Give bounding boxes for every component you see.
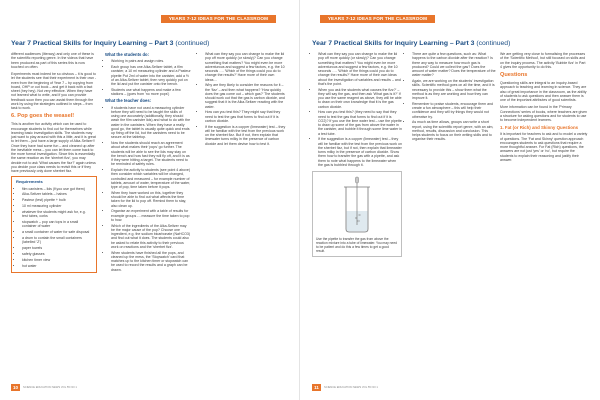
list-item: • safety glasses — [22, 252, 92, 256]
list-item: • Pasteur (test) pipette + bulb — [22, 198, 92, 202]
experiment-diagram-box — [312, 171, 402, 257]
right-page — [300, 0, 600, 400]
diagram-caption: Use the pipette to transfer the gas from above the reaction mixture into a tube of limewater. You may need to be patient and do this a few times to get a good result. — [316, 237, 398, 253]
list-item: • Working in pairs and assign roles. — [111, 59, 191, 63]
list-item: • Remember to praise students, encourage them and create a fun atmosphere – this will help their confidence and they will try things they would not otherwise try. — [412, 102, 496, 119]
page-title-cont: (continued) — [175, 40, 210, 47]
list-item: • Again, we are working on the students' investigation skills. Scientific method goes on all the time, and it is necessary to provide this – show them what the method is as they are working and how they can improve it. — [412, 79, 496, 100]
list-item: • What can they say you can change to make the lid pop off more quickly (or slowly)? Can you change something that matters? You might even be more adventurous and suggest a few factors, e.g. the 10 seconds …. 'Which of the things could you do to change the results?' Have more of their own ideas… — [205, 52, 287, 82]
bullet-list — [312, 52, 402, 167]
bullet-list — [406, 52, 496, 142]
page-title — [11, 40, 296, 47]
bullet-list — [105, 59, 191, 96]
list-item: • Now the students should reach an agreement about what makes their 'pops' go further. The students will be able to see the lids may stay on the bench and how fast they will fly off, and it is as if they were hitting a target. The students need to be reminded of safety rules. — [111, 141, 191, 167]
list-item: • Students use what happens and make a few stations – (goes from 'no more pops') — [111, 88, 191, 97]
list-item: • Explain the activity to students (see point 4 above) then consider which variables will be changed, controlled and measured – for example number of tablets, amount of water, temperature of the water, type of pop, time taken before it pops. — [111, 168, 191, 189]
list-item: • How can you test this? (they need to say that they need to test the gas that forms to find out if it is CO2)? If you use the lime water test – use the pipette to draw up some of the gas from above the water in the canister, and bubble it through some lime water in a test tube. — [318, 110, 402, 136]
left-column-2 — [105, 52, 191, 275]
list-item: • What can they say you can change to make the lid pop off more quickly (or slowly)? Can you change something that matters? You might even be more adventurous and suggest a few factors, e.g. the 10 seconds …. 'Which of the things could you do to change the results?' Have more of their own ideas about the investigation of variables and results – and that's the point. — [318, 52, 402, 86]
list-item: • As much as time allows, groups can write a short report, using the scientific report genre, with an aim, method, results, discussion and conclusion. This helps students to focus on their writing skills and to organise their results. — [412, 120, 496, 141]
requirements-box — [11, 176, 97, 273]
page-number: 10 — [12, 385, 18, 390]
paragraph: Questioning skills are integral to an inquiry-based approach to teaching and learning in science. They are also of great importance in the classroom, as the ability of students to ask questions and then answer them is one of the important attributes of good scientists. — [500, 81, 587, 102]
bullet-list — [199, 52, 287, 146]
paragraph: It is important for teachers to ask and to model a variety of questions. The 'Fat and Skinny' question approach encourages students to ask questions that require a more thoughtful answer. For Fat (Rich) questions, the answers are not just 'yes' or 'no', but require the students to explain their reasoning and justify their answer. — [500, 132, 588, 162]
left-column-3 — [199, 52, 287, 149]
pipette-limewater-diagram — [316, 175, 398, 235]
list-item: • 10 ml measuring cylinder — [22, 204, 92, 208]
page-title-text: Year 7 Practical Skills for Inquiry Learning – Part 3 — [11, 40, 174, 47]
subheading: What the students do: — [105, 52, 149, 57]
section-heading: Questions — [500, 72, 528, 78]
paragraph: different audiences (literacy) and only one of these is the scientific reporting genre. In the videos that have been produced as part of this series this is now touched on often. — [11, 52, 94, 69]
paragraph: This is another fun activity which can be used to encourage students to find out for themselves while learning basic investigation skills. The students may just want to play around with this a little, and it is great to let them – just have a large supply of Alka-Seltzer!! Once they have had some fun – and cleaned up after the inevitable mess – you can let them come back to the more formal investigation. Since this is essentially the same reaction as the 'sherbet fizz', you may decide not to ask 'What causes the fizz?' again unless you decide your class needs to revisit this or if they have previously only done sherbet fizz. — [11, 122, 96, 173]
list-item: • a drum to contain the small containers (labelled 'Z') — [22, 236, 92, 245]
paragraph: We are getting very close to formalising the processes of the 'Scientific Method', but still focused on skills and on the inquiry process. The activity 'Bubble fizz' in Part 4 gives the opportunity to do this. — [500, 52, 586, 69]
section-heading: 6. Pop goes the weasel! — [11, 113, 75, 120]
list-item: • hot water — [22, 264, 92, 268]
list-item: • Alka-Seltzer tablets – halves — [22, 192, 92, 196]
page-title-text: Year 7 Practical Skills for Inquiry Learning – Part 3 — [312, 40, 475, 47]
page-title-cont: (continued) — [476, 40, 511, 47]
subsection-heading: 1. Fat (or Rich) and Skinny Questions — [500, 125, 579, 131]
running-head: YEARS 7-12 IDEAS FOR THE CLASSROOM — [161, 15, 276, 23]
requirements-list — [16, 187, 92, 268]
right-column-3 — [500, 52, 588, 165]
list-item: • When you ask the students what causes the fizz?' – they will say the gas, and then ask 'What gas is it?' If you use the same reagent as above, they will be able to draw on their own knowledge that it is the gas carbon dioxide. — [318, 88, 402, 109]
left-column-1 — [11, 52, 97, 276]
list-item: • Each group has one Alka-Seltzer tablet, a film canister, a 10 ml measuring cylinder and a Pasteur pipette Put 2ml of water into the canister, add a ½ of an Alka-Seltzer tablet, then very quickly put on the lid and put the canister onto the bench. — [111, 65, 191, 86]
running-head: YEARS 7-12 IDEAS FOR THE CLASSROOM — [320, 15, 435, 23]
right-column-1 — [312, 52, 402, 257]
bullet-list — [105, 106, 191, 272]
footer-text: SCIENCE EDUCATION NEWS VOL 55 NO 1 — [324, 386, 378, 389]
list-item: • When they have worked on this, together they should be able to find out what affects the time taken for the lid to pop off. Remind them to stay, also clean up. — [111, 191, 191, 208]
footer-text: SCIENCE EDUCATION NEWS VOL 55 NO 1 — [23, 386, 77, 389]
list-item: • stopwatch – pop can tops in a small container of water — [22, 220, 92, 229]
requirements-heading: Requirements — [16, 179, 43, 185]
list-item: • If the suggestion is a copper (limewater) test – they will be familiar with the test from the previous work on the sherbet fizz. But if not, then explain that limewater turns milky in the presence of carbon dioxide and let them devise how to test it. — [205, 125, 287, 146]
paragraph: Experiments must indeed be so obvious – it is good to let the students see that their experiment is their own - even from the beginning of Year 7 – by copying from board, OHP or out book – and get it back with a fact sheet (hey hey). Not very effective. When they have not learned what to write, and if you can provide feedback soon then you can assist them through the work by using the strategies outlined in steps – from task to work. — [11, 72, 97, 110]
page-title — [312, 40, 597, 47]
list-item: • kitchen timer view — [22, 258, 92, 262]
list-item: • If students have not used a measuring cylinder before they will need to be taught the skills of using one accurately (additionally, they should wash the film canister lids) and what to do with the water in the canisters. When they have a really good go, the tablet is usually quite quick and ends up firing off the lid, but the canisters need to be secure at the tabletop. — [111, 106, 191, 140]
list-item: • Why are they likely to consider the reasons for it – the 'fizz' – and then what happens? 'How quickly does the gas come out – which gas?' The students should work out that the gas is carbon dioxide, and suggest that it is the Alka-Seltzer reacting with the water. — [205, 83, 287, 109]
list-item: • Organise an experiment with a table of results for example groups - - measure the time taken to pop to how. — [111, 209, 191, 222]
list-item: • paper towels — [22, 246, 92, 250]
paragraph: More information can be found in the 'Primary Connections' series of books, where teachers are given a structure for asking questions and for students to use to become independent learners. — [500, 105, 588, 122]
list-item: • film canisters – lids (Kyoo use got them) — [22, 187, 92, 191]
list-item: • How can you test this? They might say that they need to test the gas that forms to find out if it is carbon dioxide. — [205, 110, 287, 123]
list-item: • a small container of water for safe disposal — [22, 230, 92, 234]
right-column-2 — [406, 52, 496, 145]
page-number: 11 — [312, 384, 321, 391]
list-item: • If the suggestion is a copper (limewater) test – they will be familiar with the test from the previous work on the sherbet fizz, but if not, then explain that limewater turns milky in the presence of carbon dioxide. Show them how to transfer the gas with a pipette, and ask them to note what happens to the limewater when the gas is bubbled through it. — [318, 137, 402, 167]
list-item: • Which of the ingredients of the Alka-Seltzer may be the major cause of the pop? Choose one ingredient, e.g. the sodium bicarbonate (NaHCO3) and find out what it does. The students could also be asked to relate this activity to their previous work on reactions and the 'sherbet fizz'. — [111, 224, 191, 250]
list-item: • When students have finished all the pops, and cleaned up the mess, the 'Stopwatch' card that matches up to the kitchen timer or stopwatch can be used to record the results and a graph can be drawn. — [111, 251, 191, 272]
list-item: • whatever the students might ask for, e.g. test tubes, corks — [22, 210, 92, 219]
subheading: What the teacher does: — [105, 98, 152, 104]
list-item: • There are quite a few questions, such as: What happens to the carbon dioxide after the reaction? Is there any way to measure how much gas is produced? Could we collect the gas? Does the amount of water matter? Does the temperature of the water matter? — [412, 52, 496, 78]
